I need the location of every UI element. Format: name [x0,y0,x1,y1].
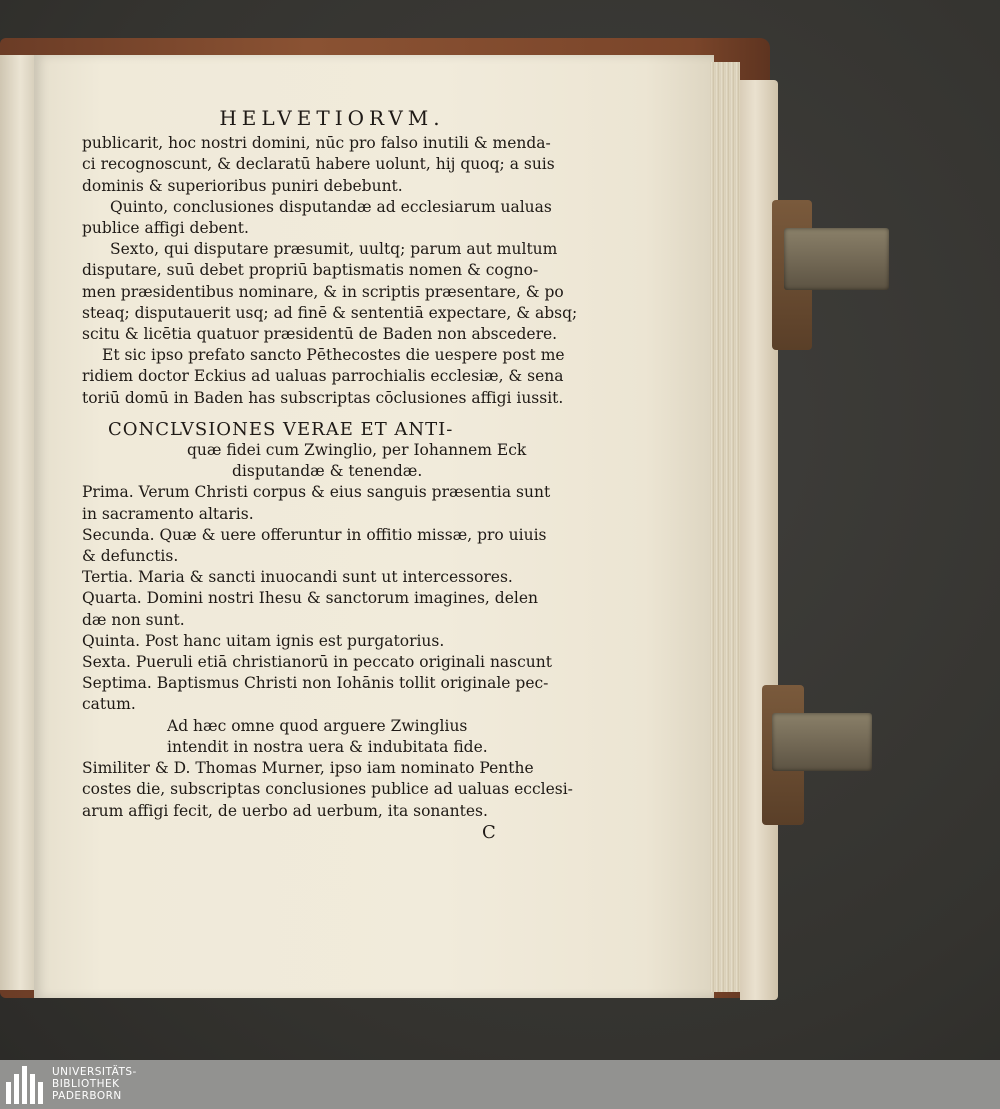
logo-line: BIBLIOTHEK [52,1078,120,1090]
closing-line: intendit in nostra uera & indubitata fide. [167,737,488,756]
left-page-edge [0,55,34,990]
logo-line: PADERBORN [52,1090,122,1102]
paragraph-pentecost [82,345,565,409]
list-item: Quarta. Domini nostri Ihesu & sanctorum imagines, delen [82,589,538,608]
list-item: Prima. Verum Christi corpus & eius sanguis præsentia sunt [82,483,551,502]
list-item: Sexta. Pueruli etiā christianorū in peccato originali nascunt [82,653,552,672]
text-line: publice affigi debent. [82,219,249,238]
list-item: & defunctis. [82,547,179,566]
logo-line: UNIVERSITÄTS- [52,1066,137,1078]
text-line: Quinto, conclusiones disputandæ ad ecclesiarum ualuas [110,197,552,216]
page-text [82,106,578,822]
list-item: dæ non sunt. [82,610,185,629]
library-bars-logo-icon [6,1066,46,1104]
text-line: Similiter & D. Thomas Murner, ipso iam nominato Penthe [82,759,534,778]
list-item: catum. [82,695,136,714]
page-stack-edges [710,62,740,992]
paragraph-murner [82,758,573,822]
text-line: arum affigi fecit, de uerbo ad uerbum, ita sonantes. [82,801,488,820]
list-item: Secunda. Quæ & uere offeruntur in offitio missæ, pro uiuis [82,525,547,544]
signature-mark: C [482,822,496,843]
closing-line: Ad hæc omne quod arguere Zwinglius [167,716,468,735]
paragraph-quinto [82,197,562,239]
text-line: disputare, suū debet propriū baptismatis nomen & cogno- [82,261,539,280]
text-line: dominis & superioribus puniri debebunt. [82,176,403,195]
text-line: Sexto, qui disputare præsumit, uultq; parum aut multum [110,240,558,259]
text-line: ci recognoscunt, & declaratū habere uolunt, hij quoq; a suis [82,155,555,174]
list-item: Septima. Baptismus Christi non Iohānis tollit originale pec- [82,674,549,693]
heading-subtitle: quæ fidei cum Zwinglio, per Iohannem Eck [187,441,527,460]
paragraph-sexto [82,239,578,345]
text-line: Et sic ipso prefato sancto Pēthecostes die uespere post me [102,346,565,365]
upper-clasp-icon [772,200,812,350]
section-heading: CONCLVSIONES VERAE ET ANTI- [108,418,454,440]
text-line: men præsidentibus nominare, & in scriptis præsentare, & po [82,282,564,301]
text-line: steaq; disputauerit usq; ad finē & sententiā expectare, & absq; [82,303,578,322]
lower-clasp-icon [762,685,804,825]
list-item: Quinta. Post hanc uitam ignis est purgatorius. [82,631,445,650]
paragraph-1 [82,133,562,197]
text-line: scitu & licētia quatuor præsidentū de Baden non abscedere. [82,325,558,344]
text-line: costes die, subscriptas conclusiones publice ad ualuas ecclesi- [82,780,573,799]
conclusions-list [82,482,562,715]
library-logo-text [52,1066,137,1102]
footer-bar [0,1060,1000,1109]
text-line: toriū domū in Baden has subscriptas cōclusiones affigi iussit. [82,388,564,407]
text-line: publicarit, hoc nostri domini, nūc pro falso inutili & menda- [82,134,551,153]
text-line: ridiem doctor Eckius ad ualuas parrochialis ecclesiæ, & sena [82,367,564,386]
list-item: Tertia. Maria & sancti inuocandi sunt ut intercessores. [82,568,513,587]
running-head: HELVETIORVM. [219,106,445,130]
list-item: in sacramento altaris. [82,504,254,523]
heading-subtitle: disputandæ & tenendæ. [232,462,423,481]
